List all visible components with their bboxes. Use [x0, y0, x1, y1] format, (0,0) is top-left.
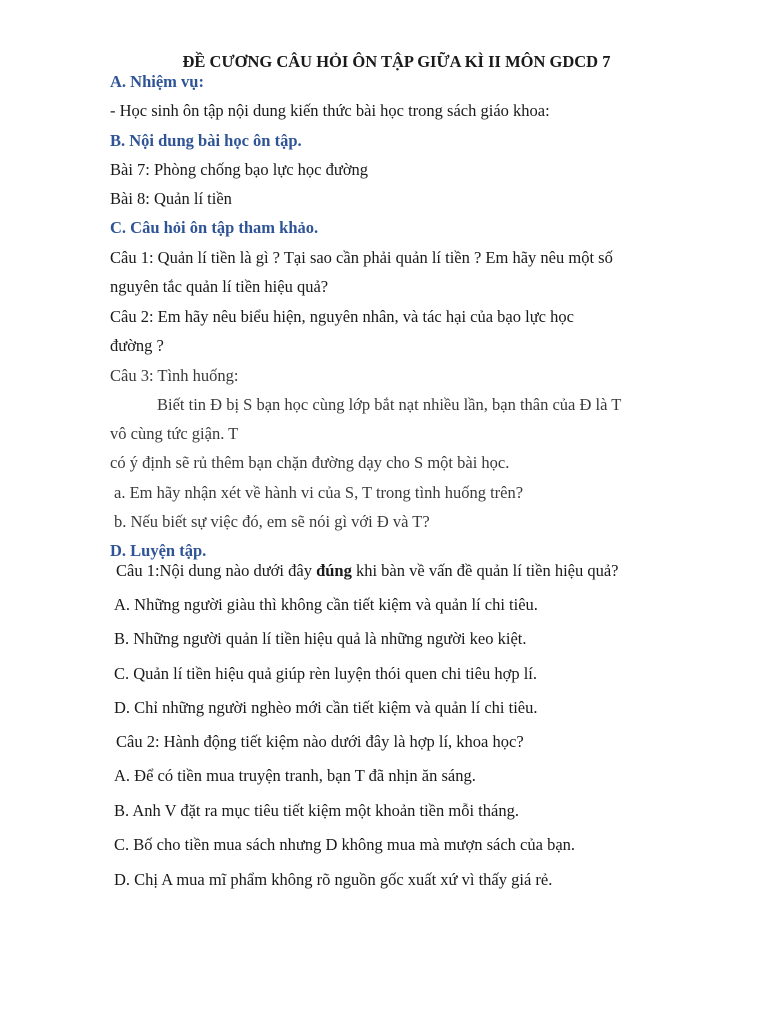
situation-question-b: b. Nếu biết sự việc đó, em sẽ nói gì với Đ và T? [114, 512, 430, 531]
practice-q1-option-a: A. Những người giàu thì không cần tiết kiệm và quản lí chi tiêu. [114, 595, 538, 614]
review-question-2-line-1: Câu 2: Em hãy nêu biểu hiện, nguyên nhân, và tác hại của bạo lực học [110, 307, 574, 326]
practice-q1-option-c: C. Quản lí tiền hiệu quả giúp rèn luyện thói quen chi tiêu hợp lí. [114, 664, 537, 683]
situation-line-3: có ý định sẽ rủ thêm bạn chặn đường dạy cho S một bài học. [110, 453, 510, 472]
situation-line-1: Biết tin Đ bị S bạn học cùng lớp bắt nạt nhiều lần, bạn thân của Đ là T [157, 395, 622, 414]
section-d-heading: D. Luyện tập. [110, 541, 207, 560]
practice-question-1 [116, 561, 619, 581]
review-question-2-line-2: đường ? [110, 336, 164, 355]
section-a-text: - Học sinh ôn tập nội dung kiến thức bài học trong sách giáo khoa: [110, 101, 550, 120]
situation-question-a: a. Em hãy nhận xét về hành vi của S, T trong tình huống trên? [114, 483, 524, 502]
practice-q1-option-d: D. Chỉ những người nghèo mới cần tiết kiệm và quản lí chi tiêu. [114, 698, 538, 717]
review-question-1-line-1: Câu 1: Quản lí tiền là gì ? Tại sao cần phải quản lí tiền ? Em hãy nêu một số [110, 248, 613, 267]
review-question-3-label: Câu 3: Tình huống: [110, 366, 239, 385]
document-title: ĐỀ CƯƠNG CÂU HỎI ÔN TẬP GIỮA KÌ II MÔN GDCD 7 [182, 52, 611, 71]
section-b-heading: B. Nội dung bài học ôn tập. [110, 131, 302, 150]
situation-line-2: vô cùng tức giận. T [110, 424, 239, 443]
review-question-1-line-2: nguyên tắc quản lí tiền hiệu quả? [110, 277, 329, 296]
section-c-heading: C. Câu hỏi ôn tập tham khảo. [110, 218, 319, 237]
practice-q1-option-b: B. Những người quản lí tiền hiệu quả là những người keo kiệt. [114, 629, 527, 648]
practice-question-1-suffix: khi bàn về vấn đề quản lí tiền hiệu quả? [351, 561, 619, 580]
practice-q2-option-b: B. Anh V đặt ra mục tiêu tiết kiệm một khoản tiền mỗi tháng. [114, 801, 519, 820]
practice-q2-option-a: A. Để có tiền mua truyện tranh, bạn T đã nhịn ăn sáng. [114, 766, 476, 785]
practice-question-1-emphasis: đúng [316, 561, 352, 580]
practice-q2-option-d: D. Chị A mua mĩ phẩm không rõ nguồn gốc xuất xứ vì thấy giá rẻ. [114, 870, 553, 889]
lesson-7: Bài 7: Phòng chống bạo lực học đường [110, 160, 369, 179]
practice-q2-option-c: C. Bố cho tiền mua sách nhưng D không mua mà mượn sách của bạn. [114, 835, 576, 854]
lesson-8: Bài 8: Quản lí tiền [110, 189, 232, 208]
section-a-heading: A. Nhiệm vụ: [110, 72, 204, 91]
practice-question-2: Câu 2: Hành động tiết kiệm nào dưới đây là hợp lí, khoa học? [116, 732, 524, 751]
practice-question-1-prefix: Câu 1:Nội dung nào dưới đây [116, 561, 317, 580]
